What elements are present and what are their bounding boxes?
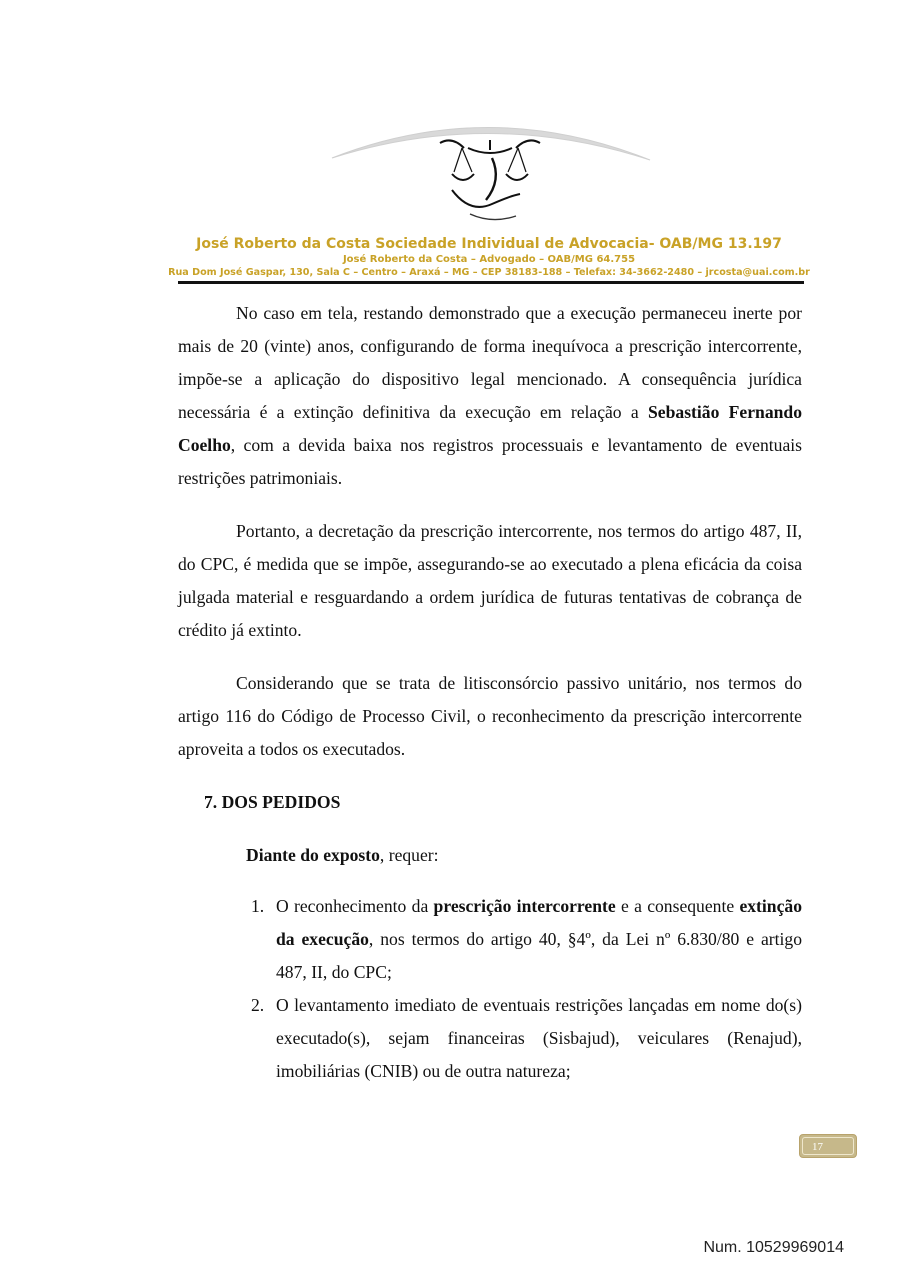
requests-lead-rest: , requer:: [379, 845, 439, 865]
header-divider: [178, 281, 804, 284]
page-number-badge: 17: [799, 1134, 857, 1158]
paragraph-1-text-a: No caso em tela, restando demonstrado que a execução permaneceu inerte por mais de 20 (vinte) anos, configurando de forma inequívoca a prescrição intercorrente, impõe-se a aplicação do dispositivo legal mencionado. A consequência jurídica necessária é a extinção definitiva da execução em relação a: [178, 303, 802, 422]
request-1-text-c: e a consequente: [615, 896, 740, 916]
request-number: 2.: [251, 995, 265, 1015]
lawyer-line: José Roberto da Costa – Advogado – OAB/MG 64.755: [342, 254, 636, 265]
document-body: [178, 297, 802, 1088]
request-2-text: O levantamento imediato de eventuais restrições lançadas em nome do(s) executado(s), sejam financeiras (Sisbajud), veiculares (Renajud), imobiliárias (CNIB) ou de outra natureza;: [276, 995, 802, 1081]
section-heading: 7. DOS PEDIDOS: [204, 792, 341, 812]
request-1-bold-a: prescrição intercorrente: [433, 896, 616, 916]
firm-name: José Roberto da Costa Sociedade Individual de Advocacia- OAB/MG 13.197: [196, 236, 782, 252]
request-1-bold-b: extinção da execução: [276, 896, 802, 949]
request-item-1: [178, 890, 802, 989]
request-1-text-e: , nos termos do artigo 40, §4º, da Lei nº 6.830/80 e artigo 487, II, do CPC;: [276, 929, 802, 982]
executed-party-name: Sebastião Fernando Coelho: [178, 402, 802, 455]
address-line: Rua Dom José Gaspar, 130, Sala C – Centro – Araxá – MG – CEP 38183-188 – Telefax: 34-3662-2480 – jrcosta@uai.com.br: [168, 267, 810, 278]
paragraph-3: Considerando que se trata de litisconsórcio passivo unitário, nos termos do artigo 116 do Código de Processo Civil, o reconhecimento da prescrição intercorrente aproveita a todos os executados.: [178, 673, 802, 759]
request-number: 1.: [251, 896, 265, 916]
paragraph-1-text-b: , com a devida baixa nos registros processuais e levantamento de eventuais restrições patrimoniais.: [178, 435, 802, 488]
paragraph-1: [178, 297, 802, 495]
request-1-text-a: O reconhecimento da: [276, 896, 434, 916]
scales-of-justice-icon: [320, 110, 660, 230]
request-item-2: [178, 989, 802, 1088]
requests-lead: [246, 839, 802, 872]
document-number: Num. 10529969014: [703, 1239, 844, 1256]
requests-lead-bold: Diante do exposto: [246, 845, 380, 865]
paragraph-2: Portanto, a decretação da prescrição intercorrente, nos termos do artigo 487, II, do CPC, é medida que se impõe, assegurando-se ao executado a plena eficácia da coisa julgada material e resguardando a ordem jurídica de futuras tentativas de cobrança de crédito já extinto.: [178, 521, 802, 640]
requests-list: [178, 890, 802, 1088]
